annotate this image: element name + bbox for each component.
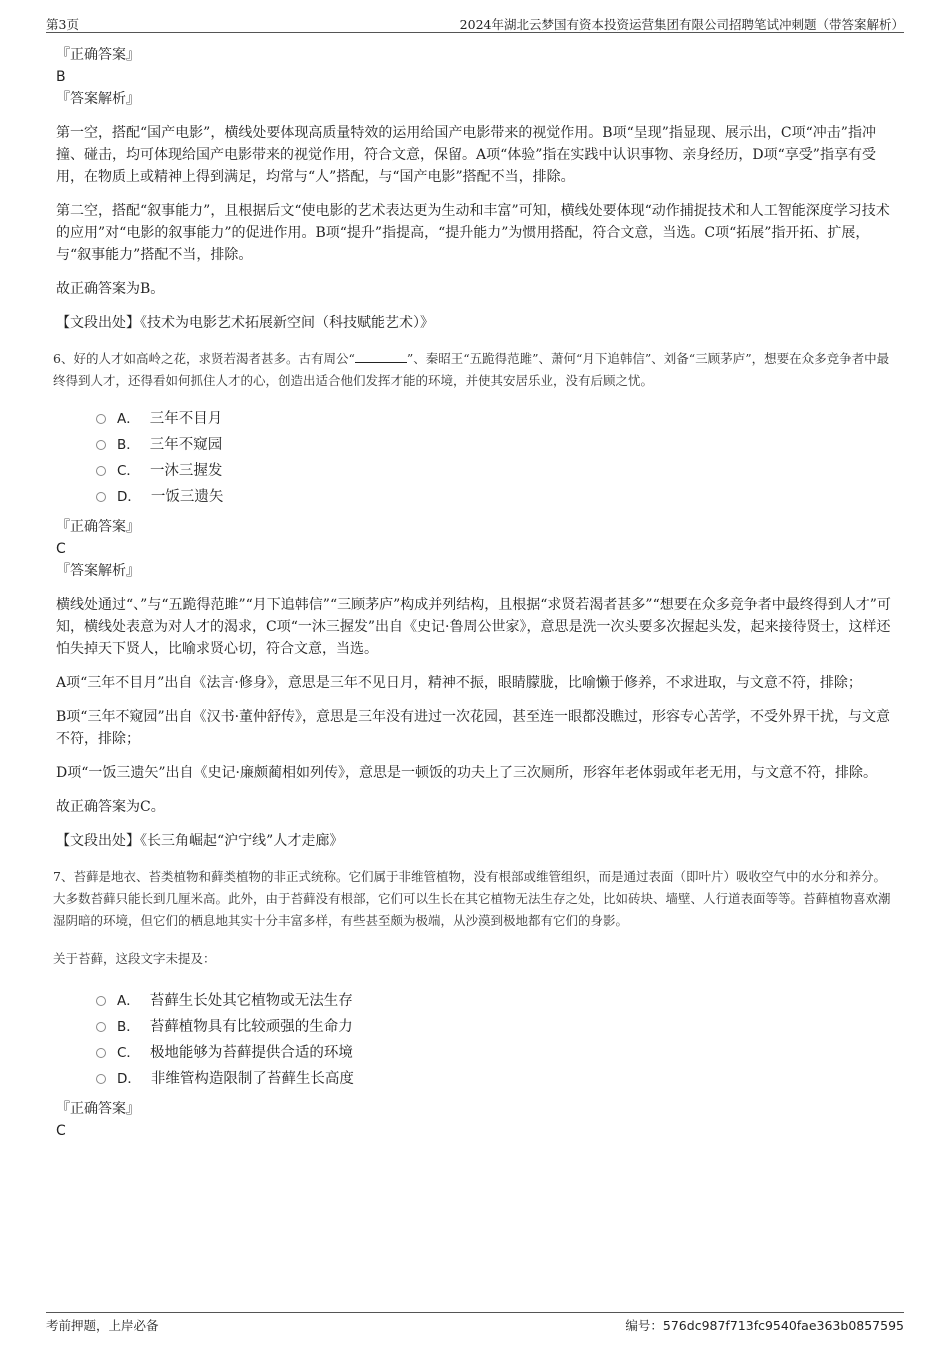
q6-analysis-para: A项“三年不目月”出自《法言·修身》，意思是三年不见日月，精神不振，眼睛朦胧，比喻懒于修养，不求进取，与文意不符，排除； (56, 675, 862, 691)
q6-options (96, 404, 896, 508)
answer-label: 『正确答案』 (56, 47, 140, 63)
radio-icon[interactable] (96, 440, 106, 450)
q5-analysis-para: 第一空，搭配“国产电影”，横线处要体现高质量特效的运用给国产电影带来的视觉作用。B项“呈现”指显现、展示出，C项“冲击”指冲撞、碰击，均可体现给国产电影带来的视觉作用，符合文意，保留。A项“体验”指在实践中认识事物、亲身经历，D项“享受”指享有受用，在物质上或精神上得到满足，均常与“人”搭配，与“国产电影”搭配不当，排除。 (56, 125, 876, 185)
radio-icon[interactable] (96, 1048, 106, 1058)
analysis-label: 『答案解析』 (56, 563, 140, 579)
q5-answer: B (56, 69, 66, 85)
radio-icon[interactable] (96, 1022, 106, 1032)
document-title: 2024年湖北云梦国有资本投资运营集团有限公司招聘笔试冲刺题（带答案解析） (459, 17, 904, 32)
radio-icon[interactable] (96, 996, 106, 1006)
q6-conclusion: 故正确答案为C。 (56, 799, 165, 815)
radio-icon[interactable] (96, 492, 106, 502)
q7-question: 关于苔藓，这段文字未提及： (53, 951, 216, 966)
q7-option-c[interactable]: C． 极地能够为苔藓提供合适的环境 (96, 1038, 896, 1064)
footer-slogan: 考前押题，上岸必备 (46, 1318, 159, 1333)
q6-option-a[interactable]: A． 三年不目月 (96, 404, 896, 430)
q5-source: 【文段出处】《技术为电影艺术拓展新空间（科技赋能艺术）》 (56, 315, 434, 331)
q7-stem: 7、苔藓是地衣、苔类植物和藓类植物的非正式统称。它们属于非维管植物，没有根部或维管组织，而是通过表面（即叶片）吸收空气中的水分和养分。大多数苔藓只能长到几厘米高。此外，由于苔藓没有根部，它们可以生长在其它植物无法生存之处，比如砖块、墙壁、人行道表面等等。苔藓植物喜欢潮湿阴暗的环境，但它们的栖息地其实十分丰富多样，有些甚至颇为极端，从沙漠到极地都有它们的身影。 (53, 869, 891, 928)
q6-answer: C (56, 541, 66, 557)
q5-conclusion: 故正确答案为B。 (56, 281, 165, 297)
answer-label: 『正确答案』 (56, 1101, 140, 1117)
q6-option-c[interactable]: C． 一沐三握发 (96, 456, 896, 482)
fill-blank (355, 352, 407, 363)
q6-source: 【文段出处】《长三角崛起“沪宁线”人才走廊》 (56, 833, 344, 849)
q7-option-a[interactable]: A． 苔藓生长处其它植物或无法生存 (96, 986, 896, 1012)
q6-option-d[interactable]: D． 一饭三遗矢 (96, 482, 896, 508)
page-content (53, 44, 896, 1142)
q6-option-b[interactable]: B． 三年不窥园 (96, 430, 896, 456)
radio-icon[interactable] (96, 414, 106, 424)
radio-icon[interactable] (96, 466, 106, 476)
document-code: 编号：576dc987f713fc9540fae363b0857595 (625, 1318, 904, 1333)
q6-analysis-para: 横线处通过“、”与“五跪得范雎”“月下追韩信”“三顾茅庐”构成并列结构，且根据“求贤若渴者甚多”“想要在众多竞争者中最终得到人才”可知，横线处表意为对人才的渴求，C项“一沐三握发”出自《史记·鲁周公世家》，意思是洗一次头要多次握起头发，起来接待贤士，这样还怕失掉天下贤人，比喻求贤心切，符合文意，当选。 (56, 597, 891, 657)
q6-analysis-para: D项“一饭三遗矢”出自《史记·廉颇蔺相如列传》，意思是一顿饭的功夫上了三次厕所，形容年老体弱或年老无用，与文意不符，排除。 (56, 765, 877, 781)
radio-icon[interactable] (96, 1074, 106, 1084)
page-header (46, 12, 904, 33)
q5-analysis-para: 第二空，搭配“叙事能力”，且根据后文“使电影的艺术表达更为生动和丰富”可知，横线处要体现“动作捕捉技术和人工智能深度学习技术的应用”对“电影的叙事能力”的促进作用。B项“提升”指提高，“提升能力”为惯用搭配，符合文意，当选。C项“拓展”指开拓、扩展，与“叙事能力”搭配不当，排除。 (56, 203, 890, 263)
q6-stem: 6、好的人才如高岭之花，求贤若渴者甚多。古有周公“ ”、秦昭王“五跪得范雎”、萧何“月下追韩信”、刘备“三顾茅庐”，想要在众多竞争者中最终得到人才，还得看如何抓住人才的心，创造出适合他们发挥才能的环境，并使其安居乐业，没有后顾之忧。 (53, 351, 890, 388)
q7-answer: C (56, 1123, 66, 1139)
q6-analysis-para: B项“三年不窥园”出自《汉书·董仲舒传》，意思是三年没有进过一次花园，甚至连一眼都没瞧过，形容专心苦学，不受外界干扰，与文意不符，排除； (56, 709, 891, 747)
q7-options (96, 986, 896, 1090)
q7-option-b[interactable]: B． 苔藓植物具有比较顽强的生命力 (96, 1012, 896, 1038)
q7-option-d[interactable]: D． 非维管构造限制了苔藓生长高度 (96, 1064, 896, 1090)
page-number: 第3页 (46, 17, 79, 32)
answer-label: 『正确答案』 (56, 519, 140, 535)
page-footer (46, 1312, 904, 1331)
analysis-label: 『答案解析』 (56, 91, 140, 107)
